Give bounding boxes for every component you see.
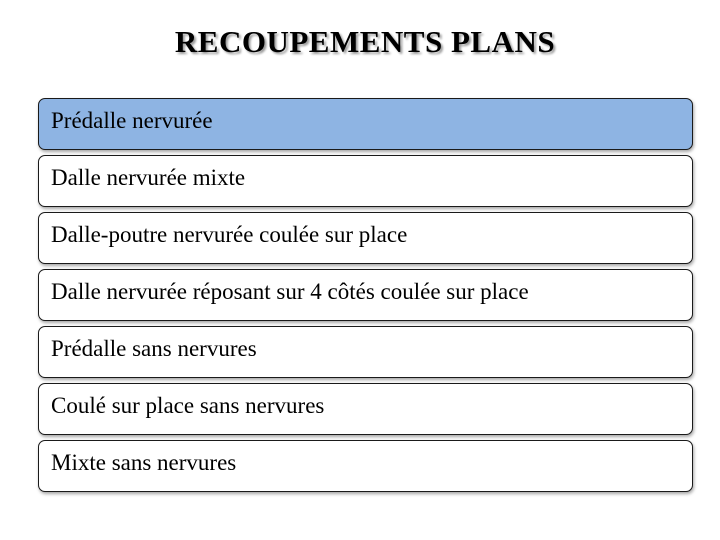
option-dalle-nervuree-mixte[interactable]: Dalle nervurée mixte xyxy=(38,155,693,207)
option-predalle-sans-nervures[interactable]: Prédalle sans nervures xyxy=(38,326,693,378)
option-list xyxy=(38,98,693,497)
option-mixte-sans-nervures[interactable]: Mixte sans nervures xyxy=(38,440,693,492)
option-dalle-nervuree-4-cotes[interactable]: Dalle nervurée réposant sur 4 côtés coulée sur place xyxy=(38,269,693,321)
option-coule-sur-place-sans-nervures[interactable]: Coulé sur place sans nervures xyxy=(38,383,693,435)
slide-title: RECOUPEMENTS PLANS xyxy=(174,24,556,59)
option-dalle-poutre-nervuree-coulee[interactable]: Dalle-poutre nervurée coulée sur place xyxy=(38,212,693,264)
option-predalle-nervuree[interactable]: Prédalle nervurée xyxy=(38,98,693,150)
